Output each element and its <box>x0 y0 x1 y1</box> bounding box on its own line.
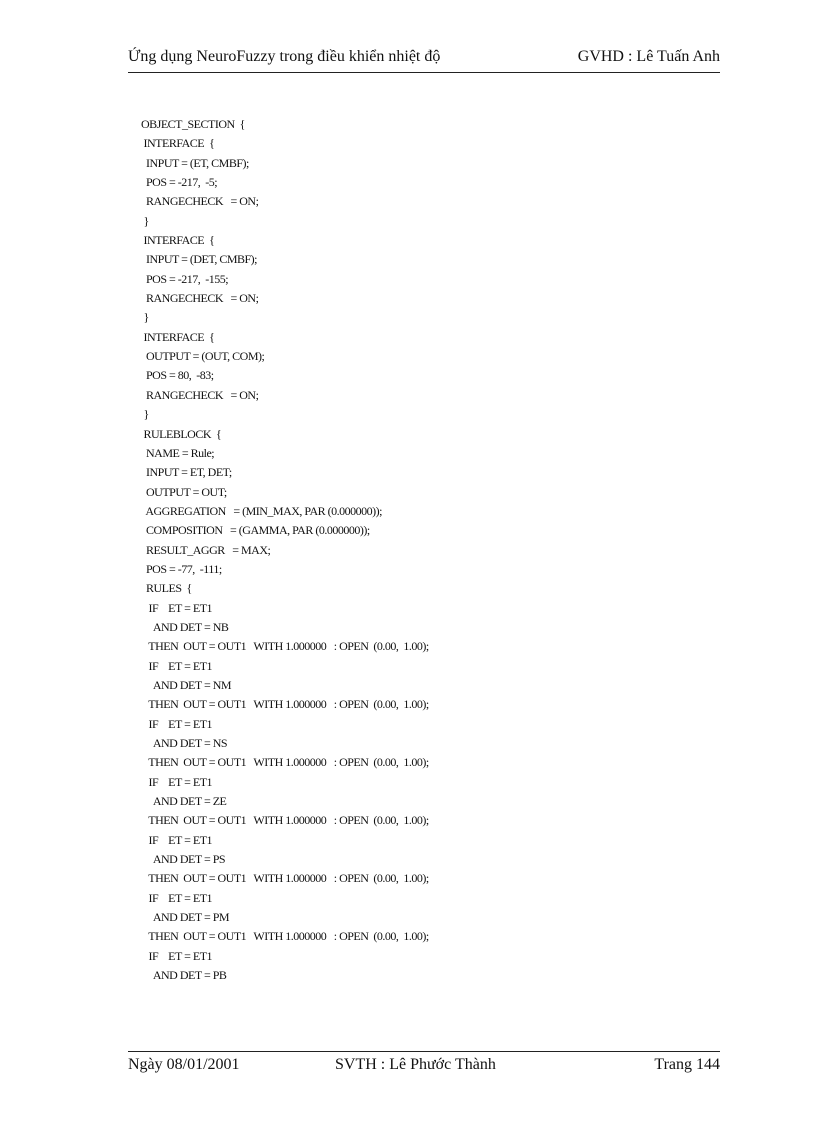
code-line: AND DET = ZE <box>141 794 227 809</box>
code-line: INTERFACE { <box>141 329 215 344</box>
code-line: COMPOSITION = (GAMMA, PAR (0.000000)); <box>141 523 370 538</box>
code-line: IF ET = ET1 <box>141 774 213 789</box>
code-line: THEN OUT = OUT1 WITH 1.000000 : OPEN (0.00, 1.00); <box>141 813 429 828</box>
code-line: IF ET = ET1 <box>141 600 213 615</box>
code-line: POS = -77, -111; <box>141 561 222 576</box>
footer-student: SVTH : Lê Phước Thành <box>335 1056 496 1073</box>
advisor-name: GVHD : Lê Tuấn Anh <box>577 48 720 65</box>
code-line: AND DET = PB <box>141 968 227 983</box>
code-line: IF ET = ET1 <box>141 832 213 847</box>
code-line: POS = -217, -155; <box>141 271 229 286</box>
code-line: NAME = Rule; <box>141 445 215 460</box>
code-line: } <box>141 213 149 228</box>
code-line: POS = -217, -5; <box>141 175 218 190</box>
code-line: } <box>141 310 149 325</box>
code-line: AND DET = NM <box>141 677 232 692</box>
code-line: RESULT_AGGR = MAX; <box>141 542 271 557</box>
code-line: RULEBLOCK { <box>141 426 222 441</box>
code-line: AND DET = PS <box>141 852 226 867</box>
code-line: INTERFACE { <box>141 136 215 151</box>
code-line: RANGECHECK = ON; <box>141 194 259 209</box>
code-line: INPUT = ET, DET; <box>141 465 232 480</box>
code-line: IF ET = ET1 <box>141 658 213 673</box>
code-line: IF ET = ET1 <box>141 716 213 731</box>
code-line: RANGECHECK = ON; <box>141 291 259 306</box>
code-line: OUTPUT = OUT; <box>141 484 227 499</box>
code-line: AND DET = PM <box>141 910 230 925</box>
code-line: THEN OUT = OUT1 WITH 1.000000 : OPEN (0.00, 1.00); <box>141 697 429 712</box>
code-line: } <box>141 407 149 422</box>
page-header <box>128 48 720 73</box>
code-line: RULES { <box>141 581 192 596</box>
code-line: IF ET = ET1 <box>141 890 213 905</box>
code-line: RANGECHECK = ON; <box>141 387 259 402</box>
footer-date: Ngày 08/01/2001 <box>128 1056 240 1073</box>
code-listing <box>141 115 429 985</box>
code-line: OBJECT_SECTION { <box>141 117 245 131</box>
code-line: THEN OUT = OUT1 WITH 1.000000 : OPEN (0.00, 1.00); <box>141 929 429 944</box>
code-line: AND DET = NS <box>141 736 228 750</box>
code-line: OUTPUT = (OUT, COM); <box>141 349 265 364</box>
code-line: AGGREGATION = (MIN_MAX, PAR (0.000000)); <box>141 503 382 518</box>
code-line: INPUT = (ET, CMBF); <box>141 155 249 170</box>
code-line: THEN OUT = OUT1 WITH 1.000000 : OPEN (0.00, 1.00); <box>141 871 429 886</box>
page-number: Trang 144 <box>654 1056 720 1073</box>
code-line: THEN OUT = OUT1 WITH 1.000000 : OPEN (0.00, 1.00); <box>141 755 429 770</box>
code-line: INTERFACE { <box>141 233 215 248</box>
code-line: AND DET = NB <box>141 619 229 634</box>
code-line: POS = 80, -83; <box>141 368 214 383</box>
code-line: IF ET = ET1 <box>141 948 213 963</box>
page-footer <box>128 1051 720 1076</box>
code-line: INPUT = (DET, CMBF); <box>141 252 257 267</box>
document-title: Ứng dụng NeuroFuzzy trong điều khiển nhiệt độ <box>128 48 441 65</box>
code-line: THEN OUT = OUT1 WITH 1.000000 : OPEN (0.00, 1.00); <box>141 639 429 654</box>
